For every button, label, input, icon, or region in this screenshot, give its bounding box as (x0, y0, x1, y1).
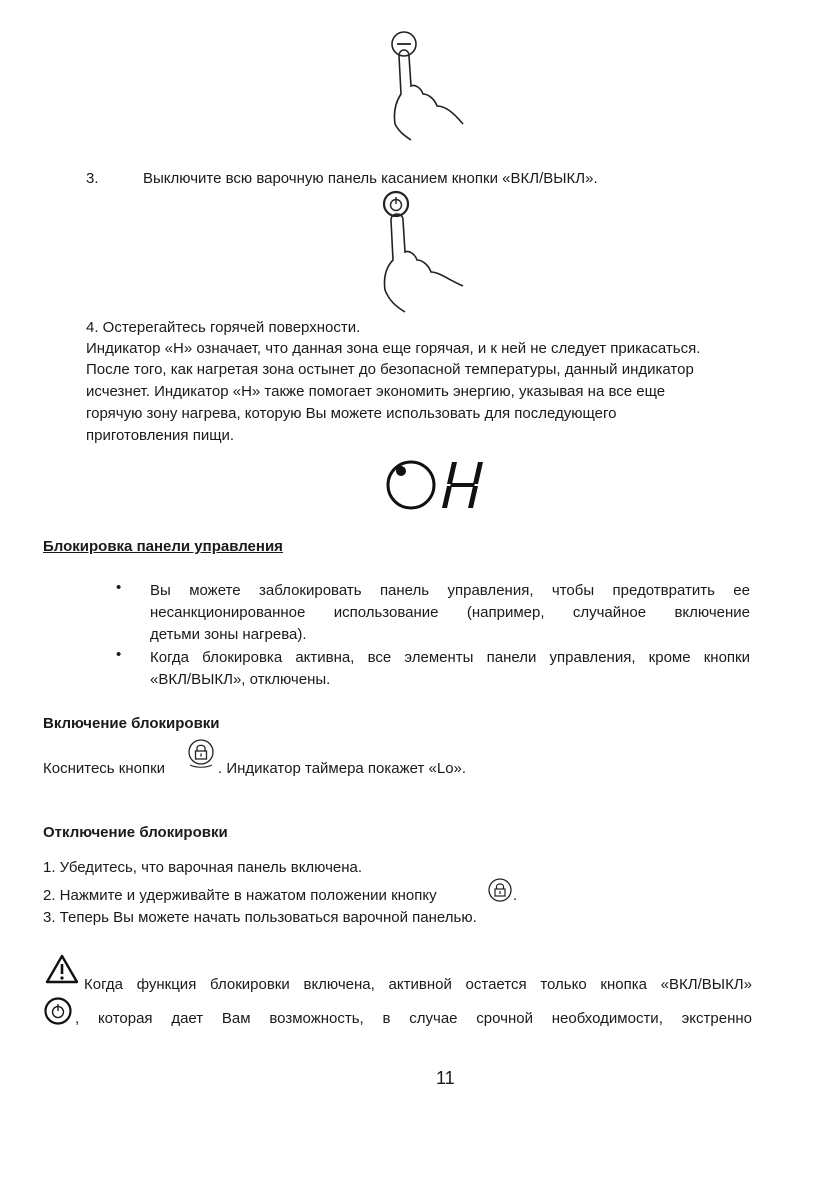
bullet1-line: несанкционированное использование (например, случайное включение (150, 604, 750, 621)
lock-on-heading: Включение блокировки (43, 715, 220, 732)
hand-minus-illustration (375, 28, 475, 143)
minus-icon (392, 32, 416, 56)
lock-icon (487, 877, 513, 903)
lock-off-step1: 1. Убедитесь, что варочная панель включена. (43, 859, 363, 876)
step3-text: Выключите всю варочную панель касанием кнопки «ВКЛ/ВЫКЛ». (143, 170, 598, 187)
lock-off-step2-end: . (513, 887, 518, 904)
bullet1-line: Вы можете заблокировать панель управления, чтобы предотвратить ее (150, 582, 750, 599)
lock-on-text-after: . Индикатор таймера покажет «Lo». (218, 760, 467, 777)
h-segment-display (442, 462, 483, 508)
lock-off-step2: 2. Нажмите и удерживайте в нажатом положении кнопку (43, 887, 437, 904)
power-icon (43, 996, 73, 1026)
lock-off-step3: 3. Теперь Вы можете начать пользоваться варочной панелью. (43, 909, 477, 926)
step4-title: 4. Остерегайтесь горячей поверхности. (86, 319, 361, 336)
lock-section-heading: Блокировка панели управления (43, 538, 283, 555)
lock-off-heading: Отключение блокировки (43, 824, 228, 841)
hand-power-illustration (375, 190, 475, 315)
step4-line: исчезнет. Индикатор «H» также помогает экономить энергию, указывая на все еще (86, 383, 666, 400)
bullet1-line: детьми зоны нагрева). (150, 626, 307, 643)
bullet-dot: • (116, 646, 122, 663)
bullet2-line: Когда блокировка активна, все элементы панели управления, кроме кнопки (150, 649, 750, 666)
bullet-dot: • (116, 579, 122, 596)
step4-line: После того, как нагретая зона остынет до безопасной температуры, данный индикатор (86, 361, 694, 378)
warning-line1: Когда функция блокировки включена, активной остается только кнопка «ВКЛ/ВЫКЛ» (84, 976, 752, 993)
bullet2-line: «ВКЛ/ВЫКЛ», отключены. (150, 671, 331, 688)
step4-line: приготовления пищи. (86, 427, 235, 444)
zone-knob-icon (388, 462, 434, 508)
power-icon (384, 192, 408, 216)
lock-on-text-before: Коснитесь кнопки (43, 760, 166, 777)
step4-line: Индикатор «H» означает, что данная зона еще горячая, и к ней не следует прикасаться. (86, 340, 701, 357)
warning-icon (44, 953, 80, 985)
hot-zone-indicator (385, 456, 495, 512)
step4-line: горячую зону нагрева, которую Вы можете использовать для последующего (86, 405, 617, 422)
step3-number: 3. (86, 170, 99, 187)
page-number: 11 (436, 1068, 455, 1088)
lock-icon (186, 737, 216, 769)
warning-line2: , которая дает Вам возможность, в случае срочной необходимости, экстренно (75, 1010, 752, 1027)
